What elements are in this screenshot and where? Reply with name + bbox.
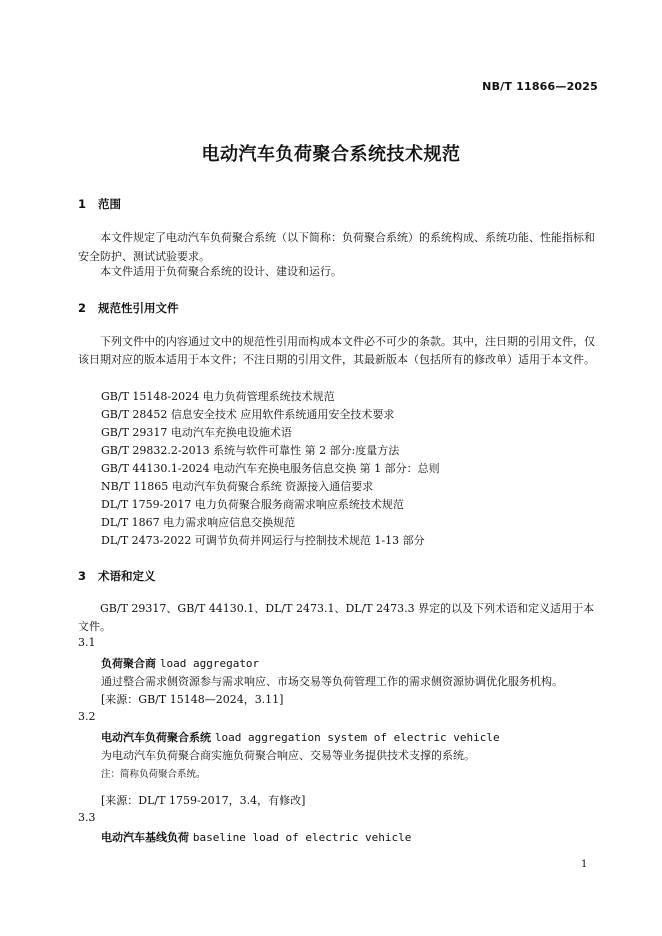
standard-number: NB/T 11866—2025 [482, 80, 598, 93]
section-1-paragraph-1: 本文件规定了电动汽车负荷聚合系统（以下简称：负荷聚合系统）的系统构成、系统功能、性能指标和安全防护、测试试验要求。 [78, 231, 595, 263]
section-title: 术语和定义 [98, 569, 156, 583]
section-3-intro: GB/T 29317、GB/T 44130.1、DL/T 2473.1、DL/T 2473.3 界定的以及下列术语和定义适用于本文件。 [78, 602, 595, 633]
section-number: 3 [78, 569, 87, 583]
term-number: 3.1 [78, 636, 96, 649]
term-source: [来源：GB/T 15148—2024，3.11] [101, 693, 284, 706]
page-number: 1 [581, 859, 588, 870]
section-number: 1 [78, 197, 87, 211]
document-title: 电动汽车负荷聚合系统技术规范 [201, 144, 461, 165]
section-number: 2 [78, 301, 87, 315]
section-title: 范围 [98, 197, 121, 211]
reference-item: DL/T 2473-2022 可调节负荷并网运行与控制技术规范 1-13 部分 [101, 534, 425, 547]
term-note: 注：简称负荷聚合系统。 [101, 769, 206, 780]
reference-item: DL/T 1759-2017 电力负荷聚合服务商需求响应系统技术规范 [101, 498, 404, 511]
term-source: [来源：DL/T 1759-2017，3.4，有修改] [101, 794, 306, 807]
section-title: 规范性引用文件 [98, 301, 179, 315]
section-1-heading [78, 196, 121, 212]
section-3-heading [78, 568, 156, 584]
term-zh: 电动汽车负荷聚合系统 [101, 731, 211, 744]
reference-item: GB/T 15148-2024 电力负荷管理系统技术规范 [101, 390, 335, 403]
reference-item: DL/T 1867 电力需求响应信息交换规范 [101, 516, 296, 529]
term-en: load aggregator [159, 657, 260, 670]
term-zh: 电动汽车基线负荷 [101, 831, 189, 844]
term-number: 3.3 [78, 811, 96, 824]
term-heading [101, 829, 411, 845]
section-2-heading [78, 300, 179, 316]
section-1-paragraph-2: 本文件适用于负荷聚合系统的设计、建设和运行。 [100, 265, 342, 278]
term-en: load aggregation system of electric vehicle [214, 731, 500, 744]
reference-item: GB/T 44130.1-2024 电动汽车充换电服务信息交换 第 1 部分：总则 [101, 462, 440, 475]
term-definition: 通过整合需求侧资源参与需求响应、市场交易等负荷管理工作的需求侧资源协调优化服务机构。 [101, 675, 563, 688]
reference-item: GB/T 29832.2-2013 系统与软件可靠性 第 2 部分:度量方法 [101, 444, 400, 457]
term-heading [101, 729, 500, 745]
term-number: 3.2 [78, 710, 96, 723]
term-zh: 负荷聚合商 [101, 657, 156, 670]
reference-item: GB/T 28452 信息安全技术 应用软件系统通用安全技术要求 [101, 408, 395, 421]
term-en: baseline load of electric vehicle [192, 831, 412, 844]
term-heading [101, 655, 259, 671]
reference-item: NB/T 11865 电动汽车负荷聚合系统 资源接入通信要求 [101, 480, 374, 493]
section-2-intro: 下列文件中的内容通过文中的规范性引用而构成本文件必不可少的条款。其中，注日期的引用文件，仅该日期对应的版本适用于本文件；不注日期的引用文件，其最新版本（包括所有的修改单）适用于本文件。 [78, 335, 595, 366]
reference-item: GB/T 29317 电动汽车充换电设施术语 [101, 426, 292, 439]
term-definition: 为电动汽车负荷聚合商实施负荷聚合响应、交易等业务提供技术支撑的系统。 [101, 749, 475, 762]
